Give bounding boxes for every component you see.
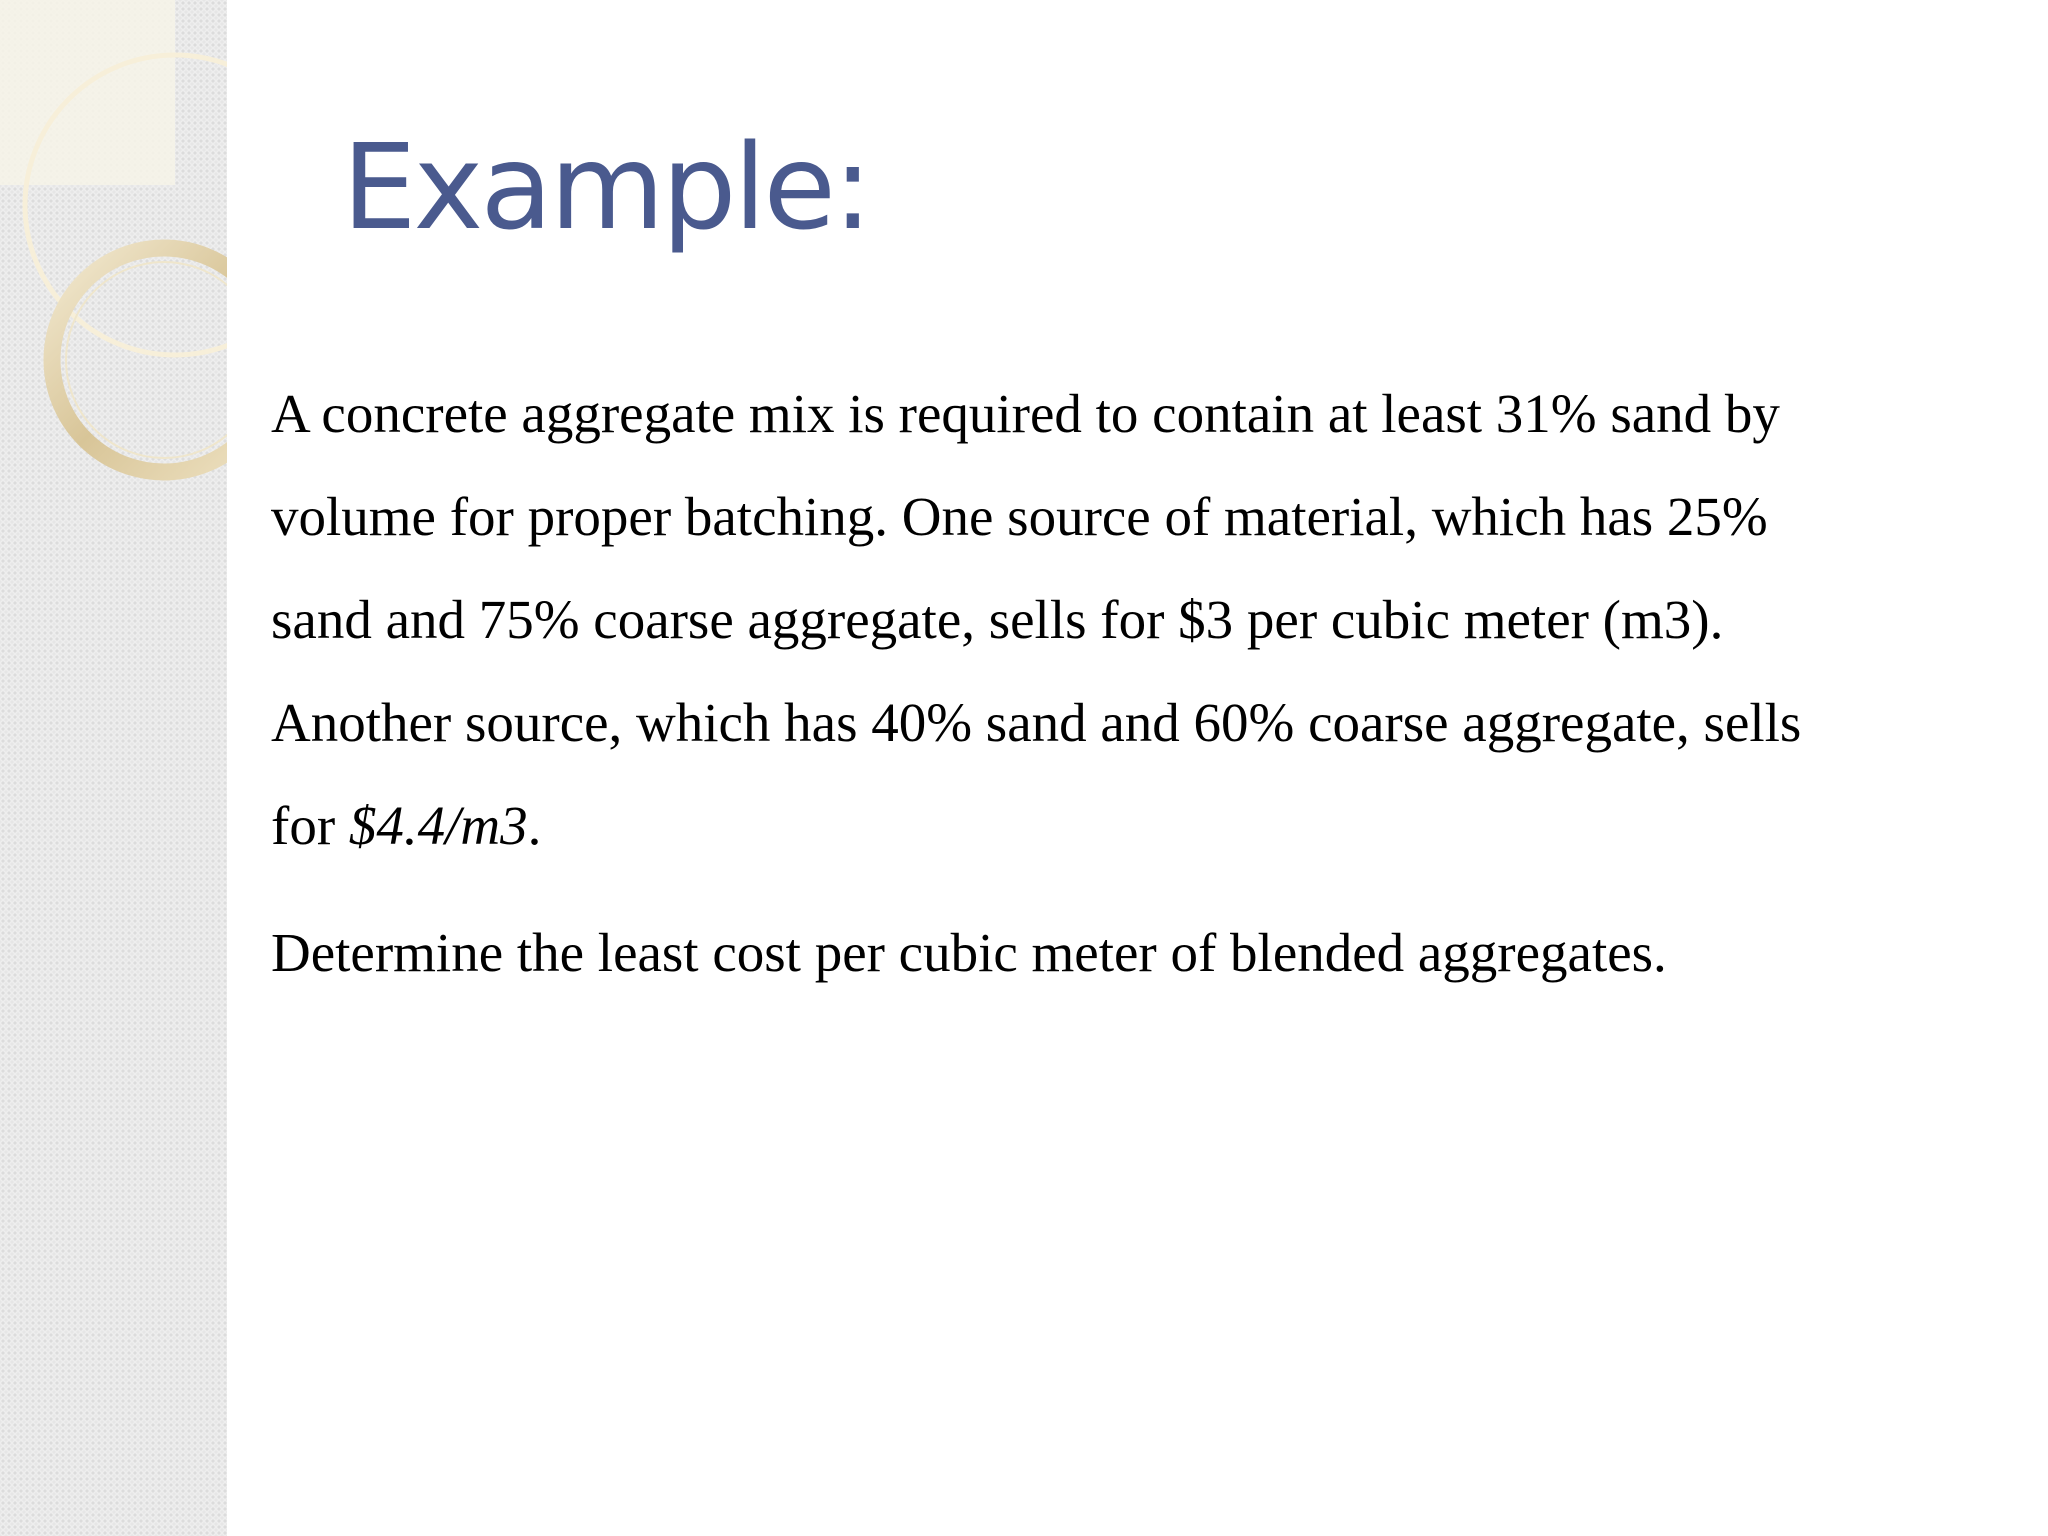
problem-question: Determine the least cost per cubic meter of blended aggregates.	[271, 922, 1667, 983]
problem-line-4: Another source, which has 40% sand and 60% coarse aggregate, sells	[271, 692, 1802, 753]
problem-statement	[271, 362, 1911, 877]
problem-line-5-suffix: .	[527, 795, 542, 856]
price-per-cubic-meter: $4.4/m3	[348, 795, 528, 856]
slide-body	[271, 362, 1911, 1004]
problem-line-5-prefix: for	[271, 795, 349, 856]
slide-title: Example:	[342, 118, 870, 256]
decorative-rings-graphic	[0, 0, 260, 520]
problem-line-3: sand and 75% coarse aggregate, sells for $3 per cubic meter (m3).	[271, 589, 1724, 650]
problem-line-2: volume for proper batching. One source of material, which has 25%	[271, 486, 1768, 547]
problem-line-1: A concrete aggregate mix is required to contain at least 31% sand by	[271, 383, 1780, 444]
